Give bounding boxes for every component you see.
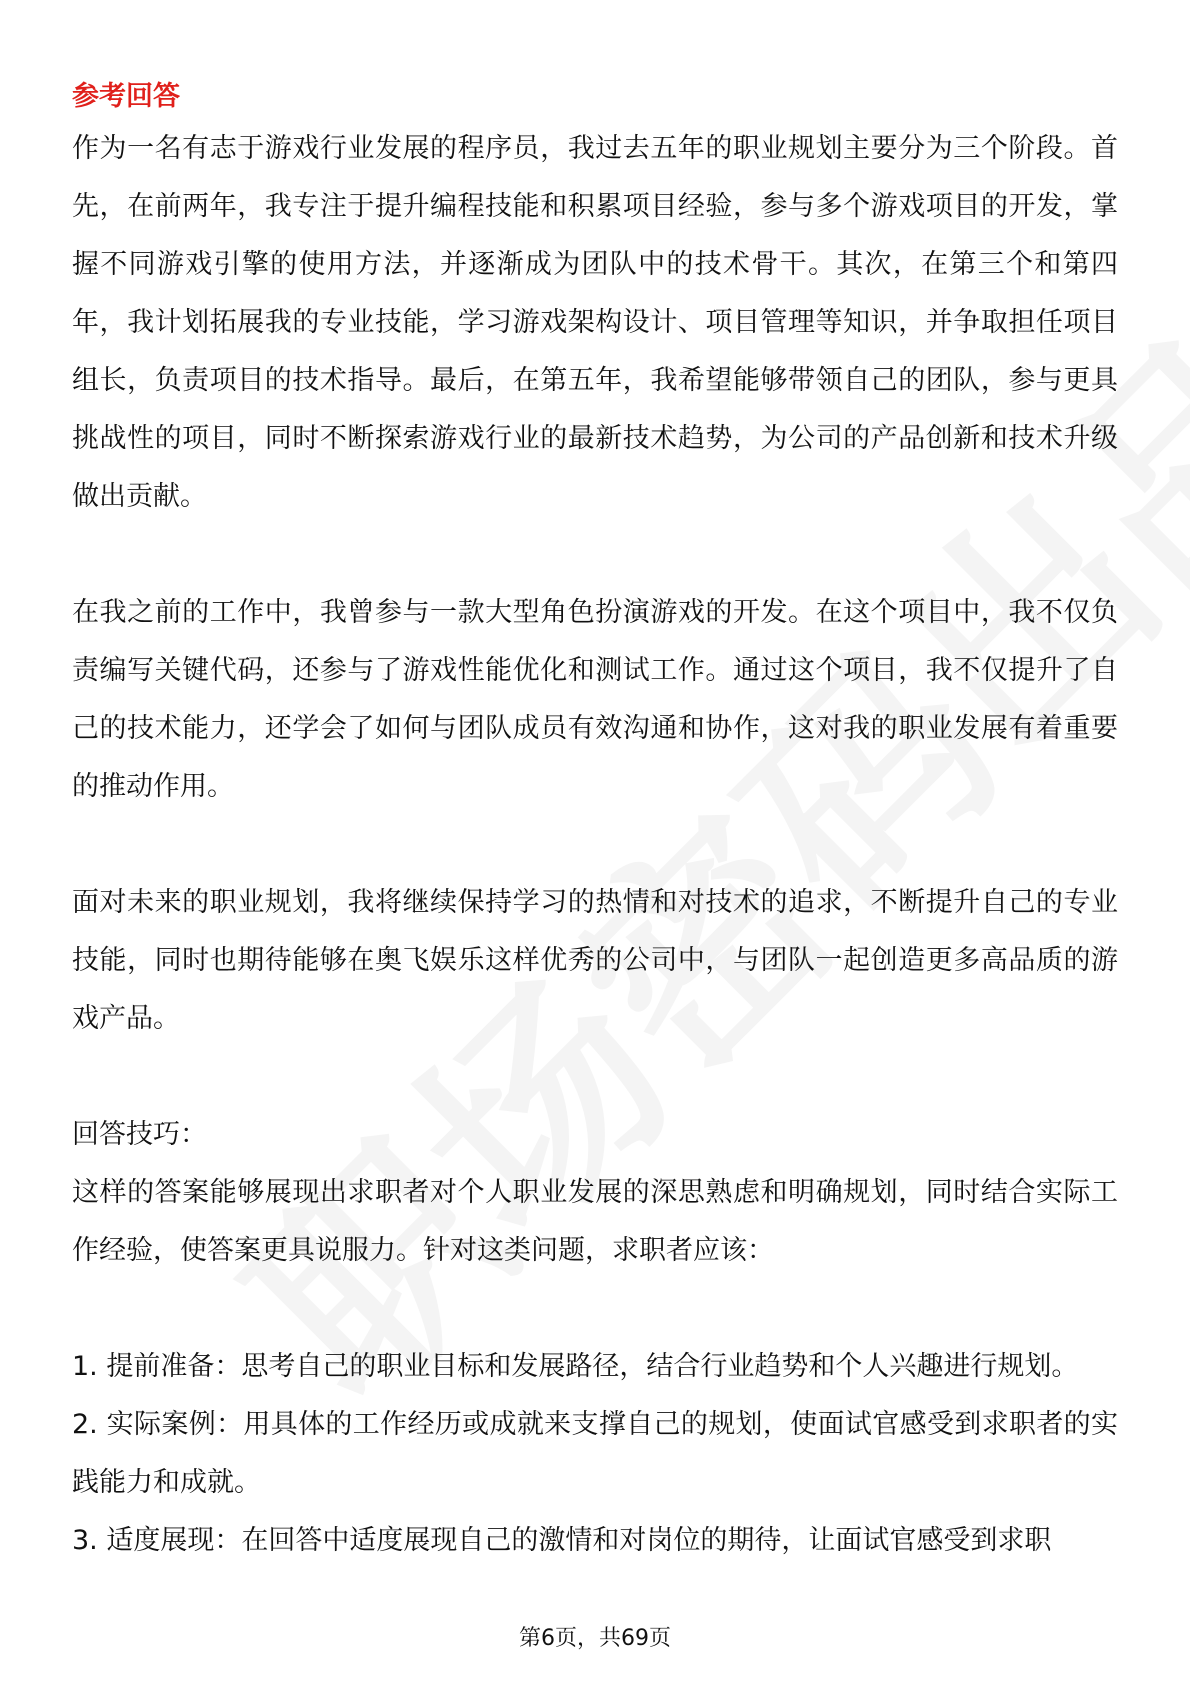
paragraph-gap <box>72 1280 1118 1338</box>
tips-title: 回答技巧： <box>72 1119 207 1150</box>
tips-list-item: 3. 适度展现：在回答中适度展现自己的激情和对岗位的期待，让面试官感受到求职 <box>72 1525 1052 1556</box>
tips-list-item: 1. 提前准备：思考自己的职业目标和发展路径，结合行业趋势和个人兴趣进行规划。 <box>72 1351 1079 1382</box>
page-content <box>72 74 1118 1570</box>
tips-list <box>72 1338 1118 1570</box>
paragraph-gap <box>72 816 1118 874</box>
answer-paragraph-1: 作为一名有志于游戏行业发展的程序员，我过去五年的职业规划主要分为三个阶段。首先，在前两年，我专注于提升编程技能和积累项目经验，参与多个游戏项目的开发，掌握不同游戏引擎的使用方法，并逐渐成为团队中的技术骨干。其次，在第三个和第四年，我计划拓展我的专业技能，学习游戏架构设计、项目管理等知识，并争取担任项目组长，负责项目的技术指导。最后，在第五年，我希望能够带领自己的团队，参与更具挑战性的项目，同时不断探索游戏行业的最新技术趋势，为公司的产品创新和技术升级做出贡献。 <box>72 133 1118 512</box>
answer-paragraph-2: 在我之前的工作中，我曾参与一款大型角色扮演游戏的开发。在这个项目中，我不仅负责编写关键代码，还参与了游戏性能优化和测试工作。通过这个项目，我不仅提升了自己的技术能力，还学会了如何与团队成员有效沟通和协作，这对我的职业发展有着重要的推动作用。 <box>72 597 1118 802</box>
tips-list-item: 2. 实际案例：用具体的工作经历或成就来支撑自己的规划，使面试官感受到求职者的实践能力和成就。 <box>72 1409 1118 1498</box>
paragraph-gap <box>72 526 1118 584</box>
answer-paragraph-3: 面对未来的职业规划，我将继续保持学习的热情和对技术的追求，不断提升自己的专业技能，同时也期待能够在奥飞娱乐这样优秀的公司中，与团队一起创造更多高品质的游戏产品。 <box>72 887 1118 1034</box>
page-number-footer: 第6页，共69页 <box>519 1626 671 1651</box>
tips-intro: 这样的答案能够展现出求职者对个人职业发展的深思熟虑和明确规划，同时结合实际工作经验，使答案更具说服力。针对这类问题，求职者应该： <box>72 1177 1118 1266</box>
section-heading: 参考回答 <box>72 81 180 112</box>
paragraph-gap <box>72 1048 1118 1106</box>
